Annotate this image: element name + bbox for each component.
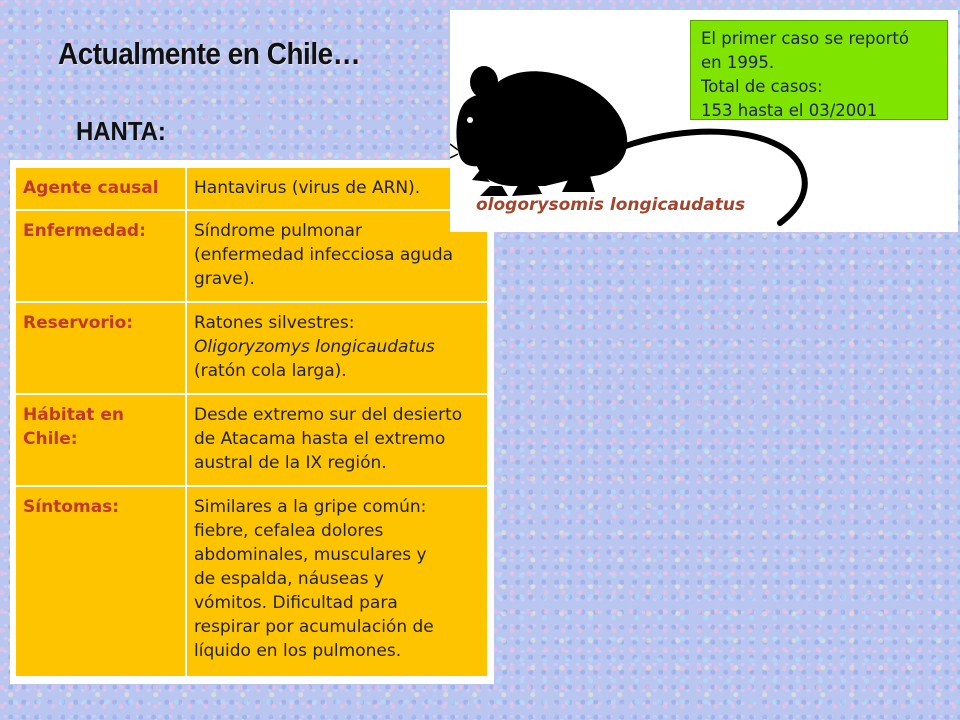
table-row — [15, 302, 488, 394]
value-text: abdominales, musculares y — [194, 545, 427, 565]
label-text: Síntomas: — [23, 497, 120, 517]
row-label — [15, 210, 186, 302]
mouse-image-panel — [450, 10, 958, 232]
value-text: fiebre, cefalea dolores — [194, 521, 384, 541]
info-line: Total de casos: — [701, 77, 823, 96]
row-value — [186, 167, 488, 210]
label-text: Chile: — [23, 429, 78, 449]
row-label — [15, 167, 186, 210]
value-text: vómitos. Dificultad para — [194, 593, 398, 613]
value-text: de Atacama hasta el extremo — [194, 429, 446, 449]
row-value — [186, 486, 488, 677]
value-text: austral de la IX región. — [194, 453, 387, 473]
value-text: Hantavirus (virus de ARN). — [194, 178, 421, 198]
row-value — [186, 394, 488, 486]
label-text: Reservorio: — [23, 313, 134, 333]
slide-title: Actualmente en Chile… — [58, 36, 361, 71]
first-case-info-box — [690, 20, 948, 120]
value-text: Similares a la gripe común: — [194, 497, 427, 517]
table-row — [15, 486, 488, 677]
species-name-text: Oligoryzomys longicaudatus — [194, 337, 435, 357]
row-label — [15, 394, 186, 486]
table-row — [15, 210, 488, 302]
value-text: de espalda, náuseas y — [194, 569, 384, 589]
row-label — [15, 302, 186, 394]
row-label — [15, 486, 186, 677]
value-text: Desde extremo sur del desierto — [194, 405, 463, 425]
value-text: Ratones silvestres: — [194, 313, 355, 333]
hanta-info-table — [10, 160, 494, 684]
value-text: Síndrome pulmonar — [194, 221, 362, 241]
value-text: (ratón cola larga). — [194, 361, 347, 381]
value-text: grave). — [194, 269, 255, 289]
value-text: respirar por acumulación de — [194, 617, 434, 637]
label-text: Agente causal — [23, 178, 159, 198]
label-text: Enfermedad: — [23, 221, 146, 241]
info-line: 153 hasta el 03/2001 — [701, 101, 878, 120]
value-text: (enfermedad infecciosa aguda — [194, 245, 454, 265]
table-row — [15, 167, 488, 210]
value-text: líquido en los pulmones. — [194, 641, 402, 661]
info-line: en 1995. — [701, 53, 775, 72]
label-text: Hábitat en — [23, 405, 124, 425]
row-value — [186, 210, 488, 302]
row-value — [186, 302, 488, 394]
table-row — [15, 394, 488, 486]
info-line: El primer caso se reportó — [701, 29, 909, 48]
slide-subtitle: HANTA: — [76, 116, 166, 146]
species-label: ologorysomis longicaudatus — [476, 195, 746, 215]
